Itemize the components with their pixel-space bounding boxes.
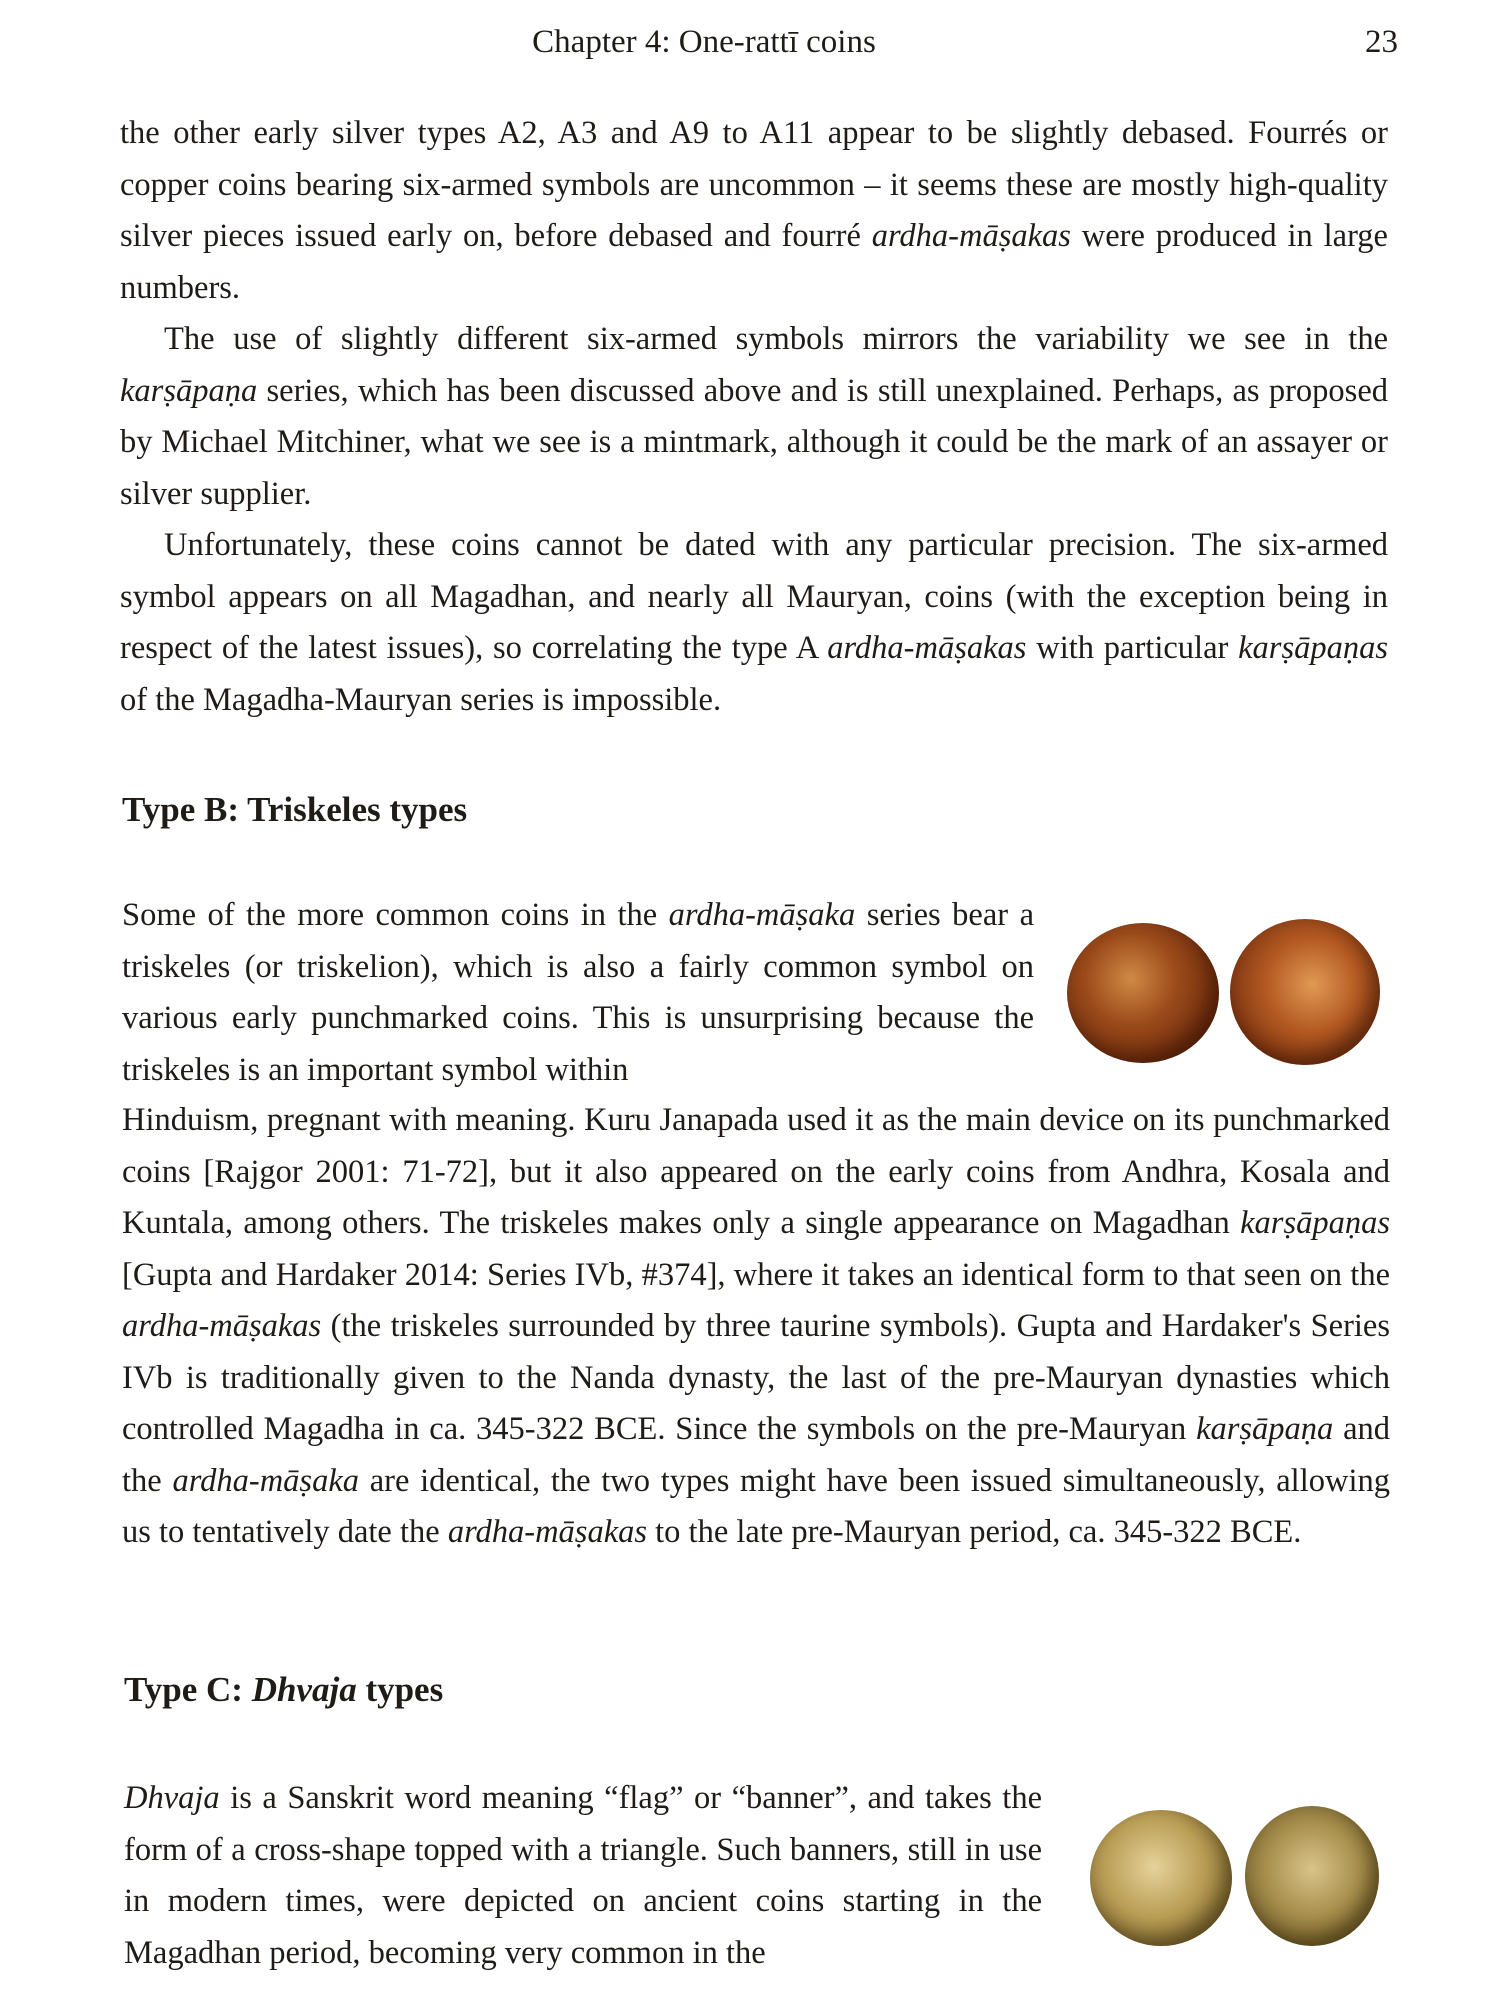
paragraph-6 xyxy=(124,1773,1042,1979)
dhvaja-coin-photos xyxy=(1085,1800,1385,1950)
text-run: to the late pre-Mauryan period, ca. 345-322 BCE. xyxy=(647,1514,1302,1550)
triskeles-coin-reverse xyxy=(1230,919,1380,1065)
heading-type-c xyxy=(124,1670,443,1710)
text-run: The use of slightly different six-armed symbols mirrors the variability we see in the xyxy=(164,321,1388,357)
text-run: [Gupta and Hardaker 2014: Series IVb, #374], where it takes an identical form to that seen on the xyxy=(122,1256,1390,1293)
text-run: Unfortunately, these coins cannot be dated with any particular precision. The six-armed symbol appears on all Magadhan, and nearly all Mauryan, coins (with the exception being in respect of the latest issues), so correlating the type A xyxy=(120,527,1388,666)
triskeles-coin-obverse xyxy=(1067,923,1219,1063)
italic-term: ardha-māṣaka xyxy=(668,897,856,933)
text-run: and the xyxy=(122,1411,1391,1499)
text-run: Hinduism, pregnant with meaning. Kuru Janapada used it as the main device on its punchmarked coins [Rajgor 2001: 71-72], but it also appeared on the early coins from Andhra, Kosala and Kuntala, among others. The triskeles makes only a single appearance on Magadhan xyxy=(122,1102,1390,1241)
italic-term: karṣāpaṇa xyxy=(120,372,258,409)
italic-term: karṣāpaṇas xyxy=(1240,1205,1390,1241)
italic-term: ardha-māṣakas xyxy=(447,1514,648,1550)
paragraph-1 xyxy=(120,108,1388,314)
text-run: series bear a triskeles (or triskelion), which is also a fairly common symbol on various early punchmarked coins. This is unsurprising because the triskeles is an important symbol within xyxy=(122,897,1034,1088)
text-run: are identical, the two types might have been issued simultaneously, allowing us to tentatively date the xyxy=(122,1462,1390,1550)
text-run: with particular xyxy=(1026,630,1239,666)
text-run: Some of the more common coins in the xyxy=(122,897,669,933)
heading-text: types xyxy=(356,1670,444,1709)
paragraph-3 xyxy=(120,520,1388,726)
text-run: series, which has been discussed above and is still unexplained. Perhaps, as proposed by Michael Mitchiner, what we see is a mintmark, although it could be the mark of an assayer or silver supplier. xyxy=(120,372,1388,512)
paragraph-2 xyxy=(120,314,1388,520)
italic-term: ardha-māṣaka xyxy=(172,1462,359,1499)
triskeles-coin-photos xyxy=(1062,915,1382,1065)
text-run: (the triskeles surrounded by three taurine symbols). Gupta and Hardaker's Series IVb is traditionally given to the Nanda dynasty, the last of the pre-Mauryan dynasties which controlled Magadha in ca. 345-322 BCE. Since the symbols on the pre-Mauryan xyxy=(122,1308,1390,1447)
paragraph-5 xyxy=(122,1095,1390,1559)
text-run: of the Magadha-Mauryan series is impossible. xyxy=(120,681,722,718)
page-header xyxy=(0,24,1500,68)
text-run: were produced in large numbers. xyxy=(120,218,1388,306)
heading-type-b: Type B: Triskeles types xyxy=(122,790,468,829)
heading-text: Type C: xyxy=(124,1670,252,1709)
italic-term: Dhvaja xyxy=(124,1780,220,1816)
italic-term: karṣāpaṇa xyxy=(1196,1411,1334,1447)
paragraph-4 xyxy=(122,890,1034,1096)
dhvaja-coin-reverse xyxy=(1245,1806,1379,1946)
italic-term: ardha-māṣakas xyxy=(871,218,1071,254)
chapter-title: Chapter 4: One-rattī coins xyxy=(532,24,876,60)
text-run: is a Sanskrit word meaning “flag” or “banner”, and takes the form of a cross-shape topped with a triangle. Such banners, still in use in modern times, were depicted on ancient coins starting in the Magadhan period, becoming very common in the xyxy=(124,1780,1042,1971)
italic-term: ardha-māṣakas xyxy=(827,630,1027,666)
italic-term: ardha-māṣakas xyxy=(122,1308,322,1344)
text-run: the other early silver types A2, A3 and A9 to A11 appear to be slightly debased. Fourrés or copper coins bearing six-armed symbols are uncommon – it seems these are mostly high-quality silver pieces issued early on, before debased and fourré xyxy=(120,115,1388,254)
page-number: 23 xyxy=(1365,24,1398,60)
dhvaja-coin-obverse xyxy=(1090,1810,1232,1946)
italic-term: karṣāpaṇas xyxy=(1238,630,1388,666)
heading-italic-term: Dhvaja xyxy=(251,1670,357,1709)
